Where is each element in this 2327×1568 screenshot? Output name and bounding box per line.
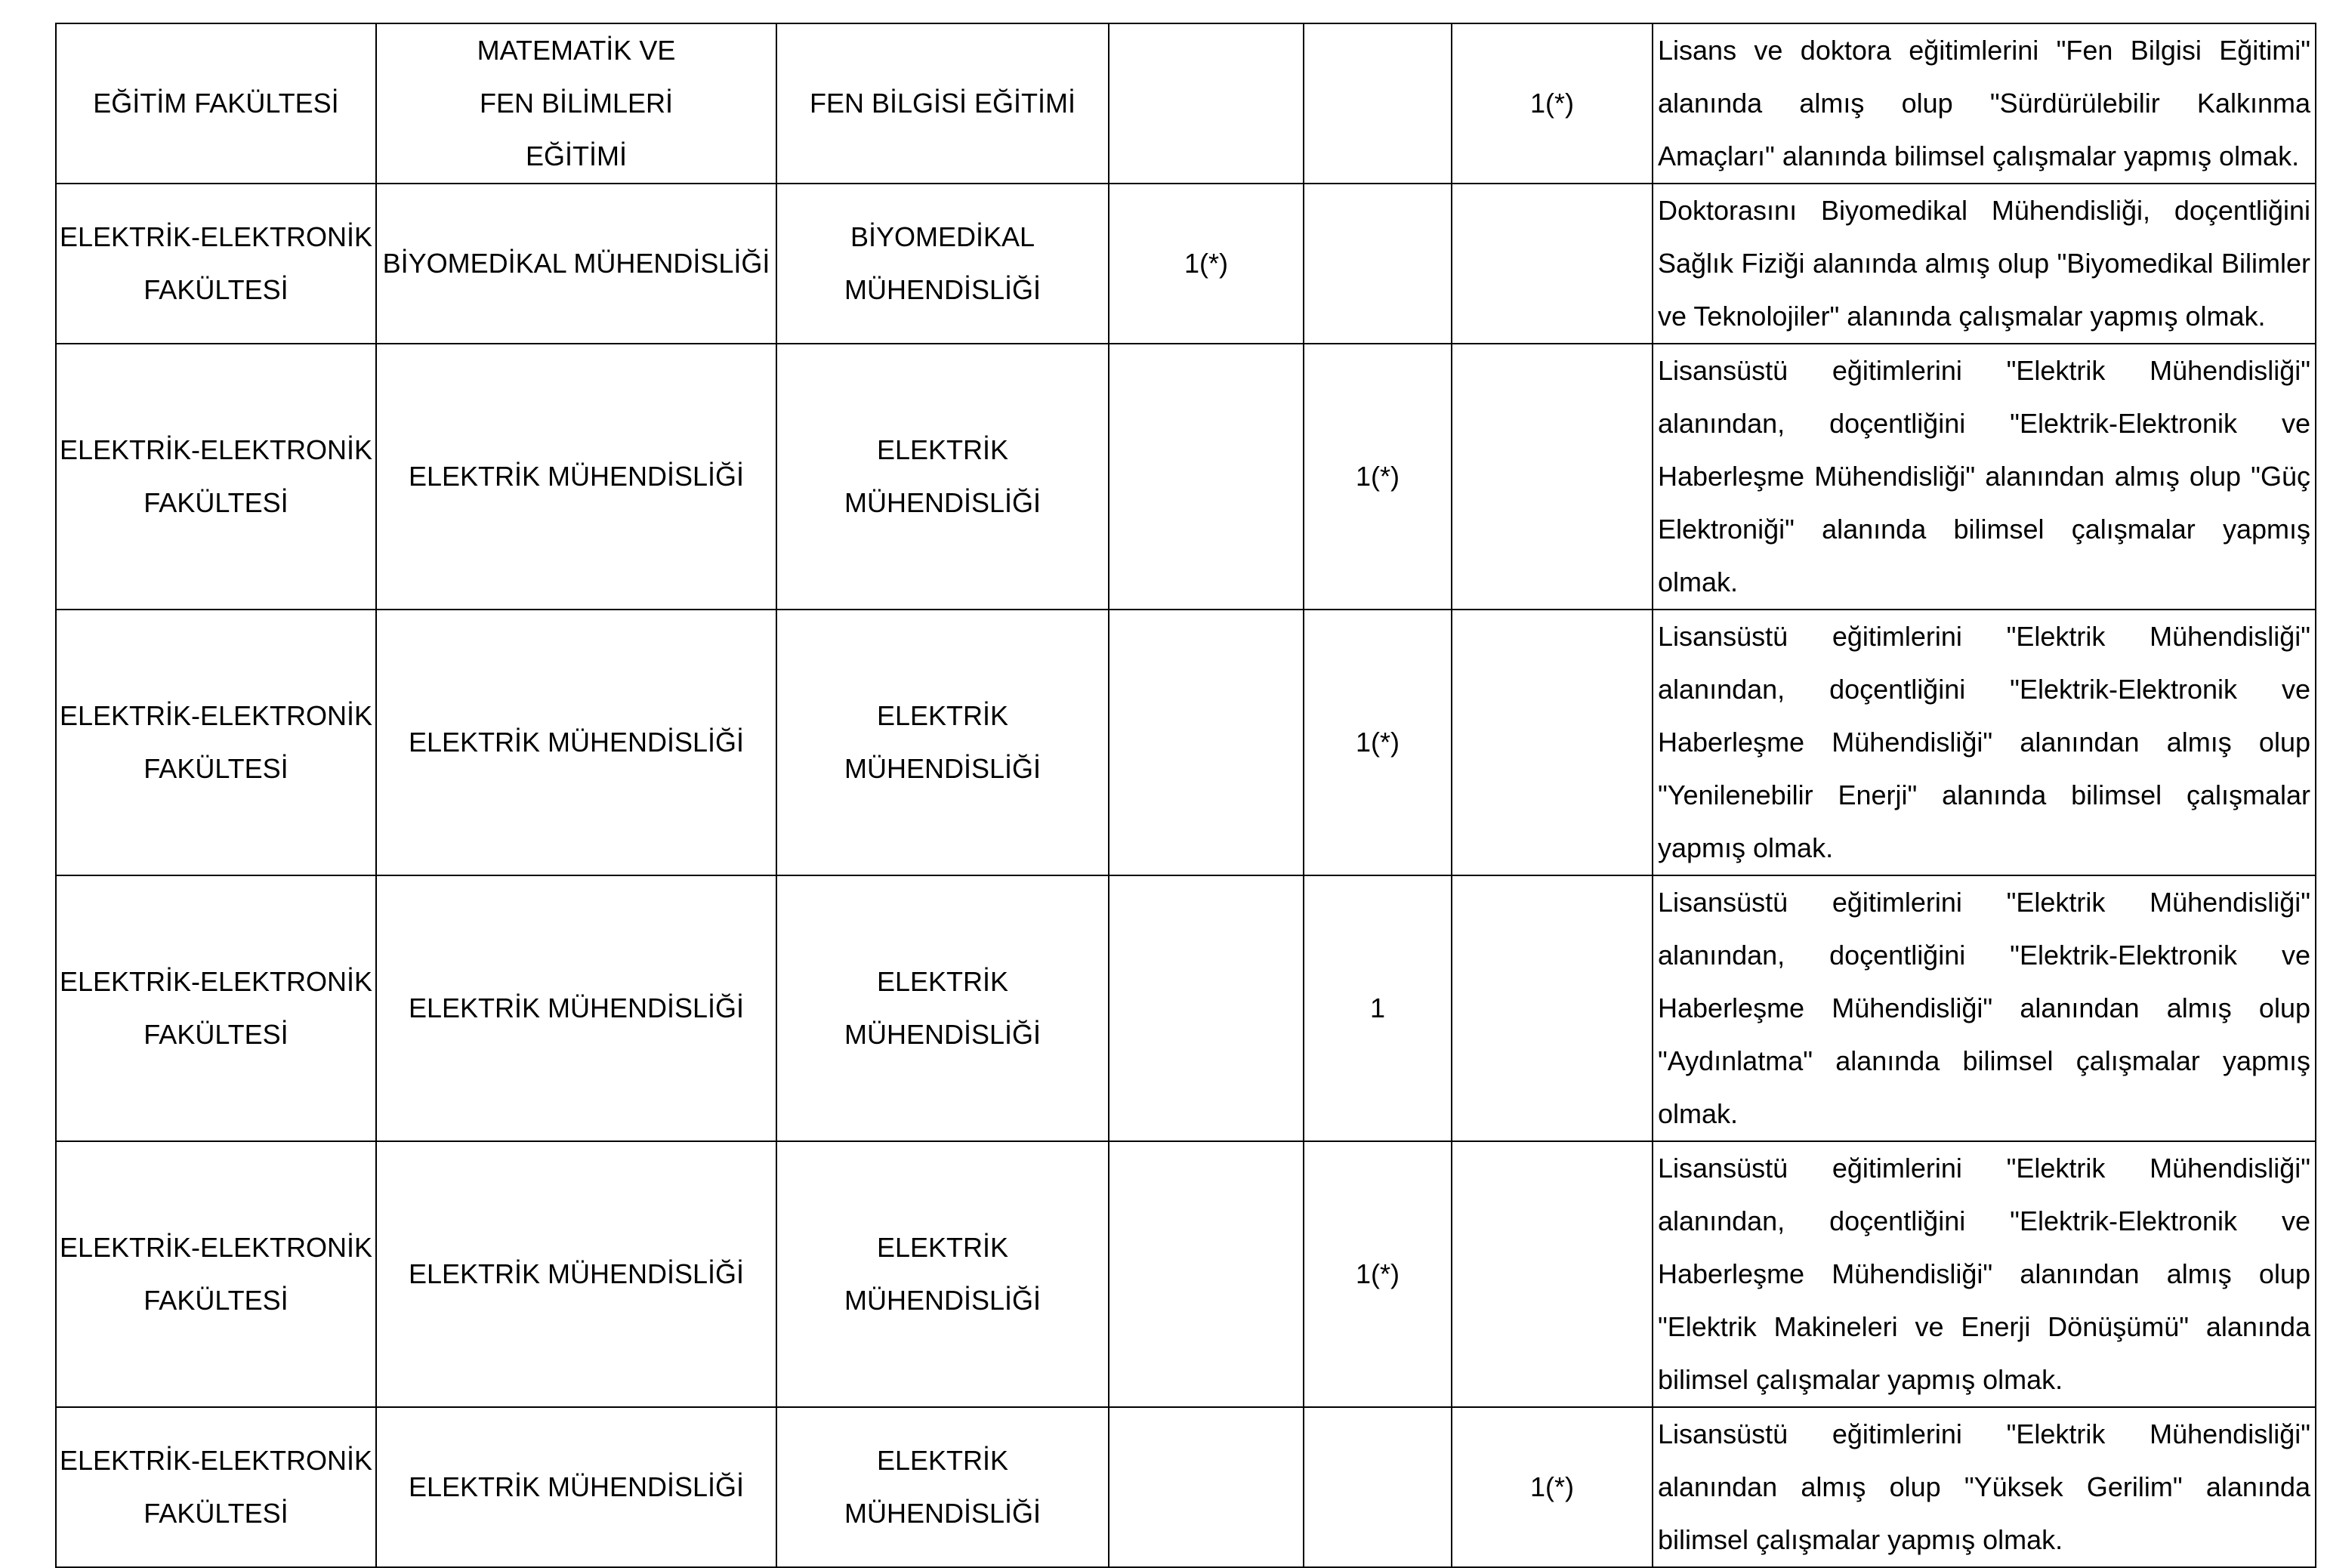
department-cell: ELEKTRİK MÜHENDİSLİĞİ [376,1407,776,1567]
table-row [56,875,2316,1141]
faculty-cell: ELEKTRİK-ELEKTRONİK FAKÜLTESİ [56,1141,376,1407]
count-cell-a [1109,344,1304,610]
count-cell-c [1452,344,1653,610]
program-cell: ELEKTRİK MÜHENDİSLİĞİ [776,1407,1109,1567]
count-cell-a [1109,1141,1304,1407]
requirement-cell: Lisansüstü eğitimlerini "Elektrik Mühendisliği" alanından, doçentliğini "Elektrik-Elektronik ve Haberleşme Mühendisliği" alanından almış olup "Yenilenebilir Enerji" alanında bilimsel çalışmalar yapmış olmak. [1653,610,2316,875]
count-cell-a [1109,875,1304,1141]
requirement-cell: Doktorasını Biyomedikal Mühendisliği, doçentliğini Sağlık Fiziği alanında almış olup "Biyomedikal Bilimler ve Teknolojiler" alanında çalışmalar yapmış olmak. [1653,184,2316,344]
table-row [56,610,2316,875]
requirement-cell: Lisans ve doktora eğitimlerini "Fen Bilgisi Eğitimi" alanında almış olup "Sürdürülebilir Kalkınma Amaçları" alanında bilimsel çalışmalar yapmış olmak. [1653,23,2316,184]
count-cell-b: 1(*) [1304,610,1452,875]
count-cell-c: 1(*) [1452,1407,1653,1567]
count-cell-b: 1 [1304,875,1452,1141]
count-cell-a [1109,23,1304,184]
table-row [56,1407,2316,1567]
program-cell: ELEKTRİK MÜHENDİSLİĞİ [776,610,1109,875]
count-cell-b: 1(*) [1304,1141,1452,1407]
count-cell-b [1304,1407,1452,1567]
department-cell: MATEMATİK VE FEN BİLİMLERİ EĞİTİMİ [376,23,776,184]
requirement-cell: Lisansüstü eğitimlerini "Elektrik Mühendisliği" alanından, doçentliğini "Elektrik-Elektronik ve Haberleşme Mühendisliği" alanından almış olup "Güç Elektroniği" alanında bilimsel çalışmalar yapmış olmak. [1653,344,2316,610]
count-cell-b: 1(*) [1304,344,1452,610]
table-row [56,184,2316,344]
count-cell-b [1304,23,1452,184]
faculty-cell: ELEKTRİK-ELEKTRONİK FAKÜLTESİ [56,184,376,344]
count-cell-c [1452,875,1653,1141]
table-row [56,344,2316,610]
count-cell-a [1109,1407,1304,1567]
count-cell-b [1304,184,1452,344]
table-row [56,23,2316,184]
count-cell-a [1109,610,1304,875]
department-cell: ELEKTRİK MÜHENDİSLİĞİ [376,344,776,610]
program-cell: BİYOMEDİKAL MÜHENDİSLİĞİ [776,184,1109,344]
count-cell-a: 1(*) [1109,184,1304,344]
faculty-cell: EĞİTİM FAKÜLTESİ [56,23,376,184]
program-cell: ELEKTRİK MÜHENDİSLİĞİ [776,875,1109,1141]
count-cell-c [1452,610,1653,875]
count-cell-c: 1(*) [1452,23,1653,184]
count-cell-c [1452,184,1653,344]
program-cell: ELEKTRİK MÜHENDİSLİĞİ [776,344,1109,610]
department-cell: ELEKTRİK MÜHENDİSLİĞİ [376,1141,776,1407]
faculty-cell: ELEKTRİK-ELEKTRONİK FAKÜLTESİ [56,344,376,610]
requirement-cell: Lisansüstü eğitimlerini "Elektrik Mühendisliği" alanından almış olup "Yüksek Gerilim" alanında bilimsel çalışmalar yapmış olmak. [1653,1407,2316,1567]
faculty-cell: ELEKTRİK-ELEKTRONİK FAKÜLTESİ [56,1407,376,1567]
program-cell: FEN BİLGİSİ EĞİTİMİ [776,23,1109,184]
department-cell: ELEKTRİK MÜHENDİSLİĞİ [376,610,776,875]
staff-positions-table [55,23,2316,1568]
faculty-cell: ELEKTRİK-ELEKTRONİK FAKÜLTESİ [56,875,376,1141]
requirement-cell: Lisansüstü eğitimlerini "Elektrik Mühendisliği" alanından, doçentliğini "Elektrik-Elektronik ve Haberleşme Mühendisliği" alanından almış olup "Aydınlatma" alanında bilimsel çalışmalar yapmış olmak. [1653,875,2316,1141]
faculty-cell: ELEKTRİK-ELEKTRONİK FAKÜLTESİ [56,610,376,875]
program-cell: ELEKTRİK MÜHENDİSLİĞİ [776,1141,1109,1407]
department-cell: ELEKTRİK MÜHENDİSLİĞİ [376,875,776,1141]
requirement-cell: Lisansüstü eğitimlerini "Elektrik Mühendisliği" alanından, doçentliğini "Elektrik-Elektronik ve Haberleşme Mühendisliği" alanından almış olup "Elektrik Makineleri ve Enerji Dönüşümü" alanında bilimsel çalışmalar yapmış olmak. [1653,1141,2316,1407]
department-cell: BİYOMEDİKAL MÜHENDİSLİĞİ [376,184,776,344]
table-row [56,1141,2316,1407]
count-cell-c [1452,1141,1653,1407]
